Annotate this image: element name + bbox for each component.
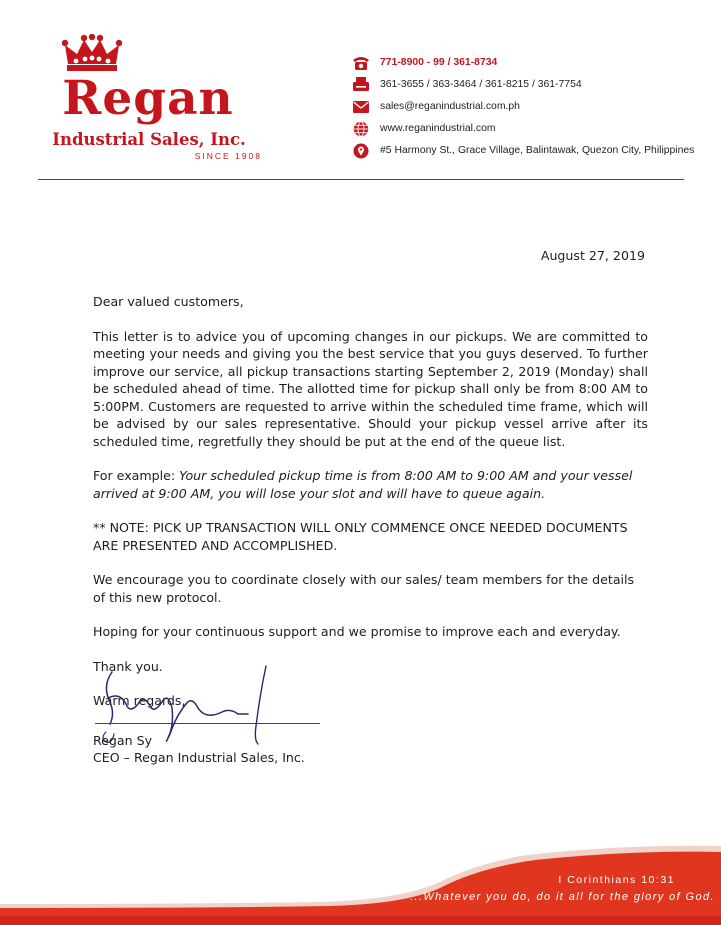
header-divider	[38, 179, 684, 180]
contact-row-fax	[352, 76, 712, 96]
signer-name: Regan Sy	[93, 733, 153, 748]
letter-body	[93, 293, 648, 727]
footer-wave	[0, 820, 721, 925]
location-pin-icon	[352, 143, 370, 159]
note-paragraph: ** NOTE: PICK UP TRANSACTION WILL ONLY COMMENCE ONCE NEEDED DOCUMENTS ARE PRESENTED AND ACCOMPLISHED.	[93, 520, 628, 553]
verse-quote: ...Whatever you do, do it all for the glory of God.	[410, 891, 715, 903]
example-text: Your scheduled pickup time is from 8:00 AM to 9:00 AM and your vessel arrived at 9:00 AM, you will lose your slot and will have to queue again.	[93, 468, 633, 501]
example-label: For example:	[93, 468, 180, 483]
since-label: SINCE 1908	[194, 151, 262, 161]
crown-icon	[62, 34, 122, 74]
contact-row-website	[352, 120, 712, 140]
email-icon	[352, 99, 370, 115]
contact-list	[352, 54, 712, 164]
company-name: Regan	[62, 71, 234, 126]
globe-icon	[352, 121, 370, 137]
paragraph-support: Hoping for your continuous support and we promise to improve each and everyday.	[93, 624, 621, 639]
company-logo	[36, 34, 262, 164]
closing: Warm regards,	[93, 693, 186, 708]
contact-row-email	[352, 98, 712, 118]
thank-you: Thank you.	[93, 658, 163, 674]
signer-title: CEO – Regan Industrial Sales, Inc.	[93, 750, 305, 765]
contact-row-address	[352, 142, 712, 162]
paragraph-example	[93, 467, 648, 502]
contact-row-telephone	[352, 54, 712, 74]
signature-line	[95, 723, 320, 724]
office-address: #5 Harmony St., Grace Village, Balintawak, Quezon City, Philippines	[380, 145, 695, 156]
telephone-icon	[352, 55, 370, 71]
paragraph-pickup-changes: This letter is to advice you of upcoming changes in our pickups. We are committed to meeting your needs and giving you the best service that you guys deserved. To further improve our service, all pickup transactions starting September 2, 2019 (Monday) shall be scheduled ahead of time. The allotted time for pickup shall only be from 8:00 AM to 5:00PM. Customers are requested to arrive within the scheduled time frame, which will be advised by our sales representative. Should your pickup vessel arrive after its scheduled time, regretfully they should be put at the end of the queue list.	[93, 328, 648, 449]
email-address[interactable]: sales@reganindustrial.com.ph	[380, 101, 520, 112]
letter-date: August 27, 2019	[540, 248, 645, 263]
fax-icon	[352, 77, 370, 93]
company-subtitle: Industrial Sales, Inc.	[52, 130, 246, 149]
paragraph-coordinate: We encourage you to coordinate closely with our sales/ team members for the details of this new protocol.	[93, 572, 635, 605]
verse-reference: I Corinthians 10:31	[558, 874, 675, 886]
salutation: Dear valued customers,	[93, 294, 244, 309]
telephone-numbers: 771-8900 - 99 / 361-8734	[380, 57, 498, 68]
fax-numbers: 361-3655 / 363-3464 / 361-8215 / 361-7754	[380, 79, 582, 90]
website-url[interactable]: www.reganindustrial.com	[380, 123, 496, 134]
